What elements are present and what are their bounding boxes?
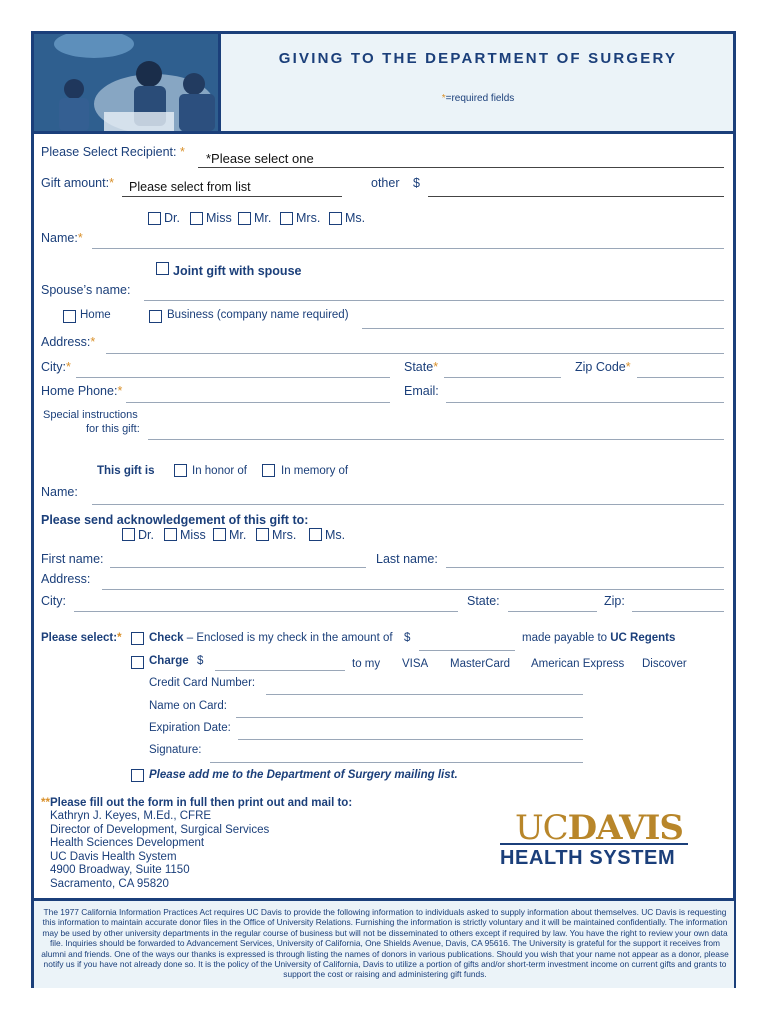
- card-number-input[interactable]: [266, 694, 583, 695]
- title-ms-checkbox[interactable]: [329, 212, 342, 225]
- title-miss-label: Miss: [206, 211, 232, 225]
- ack-state-input[interactable]: [508, 611, 597, 612]
- check-payment-checkbox[interactable]: [131, 632, 144, 645]
- title-dr-checkbox[interactable]: [148, 212, 161, 225]
- expiration-date-label: Expiration Date:: [149, 722, 231, 734]
- city-label: City:*: [41, 360, 71, 374]
- ack-zip-input[interactable]: [632, 611, 724, 612]
- ack-state-label: State:: [467, 594, 500, 608]
- signature-input[interactable]: [210, 762, 583, 763]
- address-business-checkbox[interactable]: [149, 310, 162, 323]
- check-amount-input[interactable]: [419, 650, 515, 651]
- expiration-date-input[interactable]: [238, 739, 583, 740]
- signature-label: Signature:: [149, 744, 202, 756]
- please-select-label: Please select:*: [41, 632, 122, 644]
- title-mrs-checkbox[interactable]: [280, 212, 293, 225]
- mail-to-line-3: Health Sciences Development: [50, 837, 205, 849]
- mail-to-line-1: Kathryn J. Keyes, M.Ed., CFRE: [50, 810, 212, 822]
- acknowledgement-heading: Please send acknowledgement of this gift to:: [41, 513, 309, 527]
- special-instructions-input[interactable]: [148, 439, 724, 440]
- ack-city-label: City:: [41, 594, 66, 608]
- ack-address-label: Address:: [41, 572, 91, 586]
- address-input[interactable]: [106, 353, 724, 354]
- ack-title-miss-checkbox[interactable]: [164, 528, 177, 541]
- mail-to-line-2: Director of Development, Surgical Services: [50, 824, 270, 836]
- ack-last-name-label: Last name:: [376, 552, 438, 566]
- ack-title-ms-label: Ms.: [325, 528, 346, 542]
- logo-davis-text: DAVIS: [567, 808, 683, 848]
- card-option-american-express[interactable]: American Express: [531, 658, 625, 670]
- tribute-name-label: Name:: [41, 485, 78, 499]
- mailing-list-label: Please add me to the Department of Surgery mailing list.: [149, 769, 458, 781]
- ack-first-name-label: First name:: [41, 552, 104, 566]
- mail-to-heading: **Please fill out the form in full then print out and mail to:: [41, 797, 353, 809]
- title-mrs-label: Mrs.: [296, 211, 321, 225]
- required-fields-note: [222, 93, 734, 104]
- home-phone-label: Home Phone:*: [41, 384, 123, 398]
- logo-health-system: HEALTH SYSTEM: [500, 847, 676, 869]
- mailing-list-checkbox[interactable]: [131, 769, 144, 782]
- joint-gift-checkbox[interactable]: [156, 262, 169, 275]
- state-label: State*: [404, 360, 439, 374]
- ack-title-ms-checkbox[interactable]: [309, 528, 322, 541]
- in-honor-of-label: In honor of: [192, 465, 247, 477]
- title-mr-checkbox[interactable]: [238, 212, 251, 225]
- title-dr-label: Dr.: [164, 211, 180, 225]
- title-ms-label: Ms.: [345, 211, 366, 225]
- in-honor-of-checkbox[interactable]: [174, 464, 187, 477]
- title-miss-checkbox[interactable]: [190, 212, 203, 225]
- charge-payment-checkbox[interactable]: [131, 656, 144, 669]
- payable-to-label: made payable to UC Regents: [522, 632, 676, 644]
- in-memory-of-label: In memory of: [281, 465, 349, 477]
- special-instructions-label-2: for this gift:: [86, 423, 140, 435]
- joint-gift-label: Joint gift with spouse: [173, 264, 302, 278]
- ack-title-miss-label: Miss: [180, 528, 206, 542]
- gift-amount-select-line: [122, 196, 342, 197]
- other-amount-input[interactable]: [428, 196, 724, 197]
- name-input[interactable]: [92, 248, 724, 249]
- logo-uc-text: UC: [515, 808, 568, 848]
- ack-title-mr-label: Mr.: [229, 528, 247, 542]
- charge-amount-input[interactable]: [215, 670, 345, 671]
- page-title: GIVING TO THE DEPARTMENT OF SURGERY: [278, 50, 678, 67]
- ack-first-name-input[interactable]: [110, 567, 366, 568]
- name-on-card-input[interactable]: [236, 717, 583, 718]
- gift-amount-label: Gift amount:*: [41, 176, 114, 190]
- address-label: Address:*: [41, 335, 96, 349]
- card-option-mastercard[interactable]: MasterCard: [450, 658, 511, 670]
- email-label: Email:: [404, 384, 439, 398]
- ack-zip-label: Zip:: [604, 594, 625, 608]
- zip-code-input[interactable]: [637, 377, 724, 378]
- ack-address-input[interactable]: [102, 589, 724, 590]
- title-mr-label: Mr.: [254, 211, 272, 225]
- address-business-label: Business (company name required): [167, 309, 349, 321]
- card-option-visa[interactable]: VISA: [402, 658, 429, 670]
- recipient-select[interactable]: *Please select one: [206, 151, 314, 166]
- charge-payment-label: Charge: [149, 655, 189, 667]
- other-amount-label: other: [371, 176, 400, 190]
- tribute-label: This gift is: [97, 465, 155, 477]
- mail-to-line-4: UC Davis Health System: [50, 851, 177, 863]
- tribute-name-input[interactable]: [92, 504, 724, 505]
- ucdavis-logo: [515, 808, 683, 848]
- company-name-input[interactable]: [362, 328, 724, 329]
- check-currency-symbol: $: [404, 632, 411, 644]
- in-memory-of-checkbox[interactable]: [262, 464, 275, 477]
- name-label: Name:*: [41, 231, 83, 245]
- required-mark: *: [441, 93, 446, 104]
- city-input[interactable]: [76, 377, 390, 378]
- card-number-label: Credit Card Number:: [149, 677, 256, 689]
- ack-title-dr-label: Dr.: [138, 528, 154, 542]
- mail-to-line-6: Sacramento, CA 95820: [50, 878, 169, 890]
- gift-amount-select[interactable]: Please select from list: [129, 180, 251, 194]
- ack-title-dr-checkbox[interactable]: [122, 528, 135, 541]
- ack-title-mr-checkbox[interactable]: [213, 528, 226, 541]
- ack-city-input[interactable]: [74, 611, 458, 612]
- mail-to-line-5: 4900 Broadway, Suite 1150: [50, 864, 190, 876]
- name-on-card-label: Name on Card:: [149, 700, 227, 712]
- spouse-name-input[interactable]: [144, 300, 724, 301]
- address-home-checkbox[interactable]: [63, 310, 76, 323]
- other-currency-symbol: $: [413, 176, 420, 190]
- state-input[interactable]: [444, 377, 561, 378]
- recipient-label: Please Select Recipient: *: [41, 145, 185, 159]
- charge-currency-symbol: $: [197, 655, 204, 667]
- email-input[interactable]: [446, 402, 724, 403]
- address-home-label: Home: [80, 309, 111, 321]
- logo-divider: [500, 843, 688, 845]
- required-note-text: =required fields: [445, 93, 515, 104]
- special-instructions-label-1: Special instructions: [43, 409, 138, 421]
- check-payment-label: Check – Enclosed is my check in the amount of: [149, 632, 393, 644]
- to-my-label: to my: [352, 658, 381, 670]
- zip-code-label: Zip Code*: [575, 360, 631, 374]
- privacy-notice: The 1977 California Information Practices Act requires UC Davis to provide the following information to individuals asked to supply information about themselves. UC Davis is requesting this information to maintain accurate donor files in the Office of University Relations. Furnishing the information is strictly voluntary and it will be maintained confidentially. The information may be used by other university departments in the regular course of business but will not be disseminated to others except if required by law. You have the right to review your own data file. Inquiries should be forwarded to Advancement Services, University of California, One Shields Avenue, Davis, CA 95616. The University is grateful for the support it receives from alumni and friends. One of the ways our thanks is expressed is through listing the names of donors in various publications. Should you wish that your name not appear as a donor, please notify us if you have not already done so. It is the policy of the University of California, Davis to utilize a portion of gifts and/or short-term investment income on current gifts and grants to support the cost or raising and administering gift funds.: [41, 907, 729, 980]
- ack-title-mrs-checkbox[interactable]: [256, 528, 269, 541]
- card-option-discover[interactable]: Discover: [642, 658, 687, 670]
- ack-title-mrs-label: Mrs.: [272, 528, 297, 542]
- home-phone-input[interactable]: [126, 402, 390, 403]
- recipient-select-line: [198, 167, 724, 168]
- ack-last-name-input[interactable]: [446, 567, 724, 568]
- spouse-name-label: Spouse’s name:: [41, 283, 131, 297]
